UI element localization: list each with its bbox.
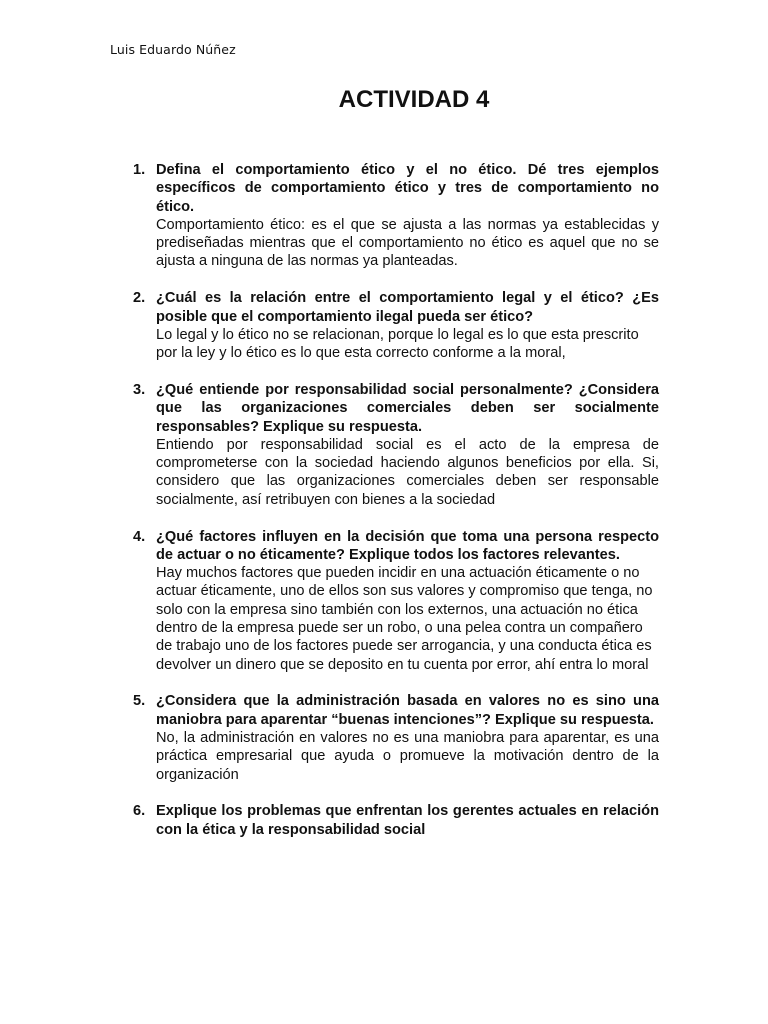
answer-text: Lo legal y lo ético no se relacionan, porque lo legal es lo que esta prescrito por la ley y lo ético es lo que esta correcto conforme a la moral, [156, 326, 639, 362]
spacer [133, 674, 659, 693]
question-item-3 [133, 381, 659, 509]
question-list [133, 161, 659, 839]
question-item-1 [133, 161, 659, 271]
answer-text: Entiendo por responsabilidad social es el acto de la empresa de comprometerse con la sociedad haciendo algunos beneficios por ella. Si, considero que las organizaciones comerciales deben ser responsable socialmente, así retribuyen con bienes a la sociedad [156, 436, 659, 508]
question-item-6 [133, 802, 659, 839]
question-text: ¿Qué entiende por responsabilidad social personalmente? ¿Considera que las organizaciones comerciales deben ser socialmente responsables? Explique su respuesta. [156, 381, 659, 435]
spacer [133, 362, 659, 381]
spacer [133, 509, 659, 528]
spacer [133, 271, 659, 290]
question-number: 4. [133, 528, 146, 545]
question-item-5 [133, 692, 659, 783]
question-text: ¿Qué factores influyen en la decisión que toma una persona respecto de actuar o no éticamente? Explique todos los factores relevantes. [156, 528, 659, 563]
question-number: 1. [133, 162, 146, 178]
question-text: Defina el comportamiento ético y el no ético. Dé tres ejemplos específicos de comportamiento ético y tres de comportamiento no ético. [156, 162, 659, 215]
question-item-2 [133, 289, 659, 362]
page-title: ACTIVIDAD 4 [338, 86, 490, 113]
spacer [133, 784, 659, 803]
answer-text: Comportamiento ético: es el que se ajusta a las normas ya establecidas y prediseñadas mientras que el comportamiento no ético es aquel que no se ajusta a ninguna de las normas ya planteadas. [156, 216, 659, 270]
question-number: 6. [133, 803, 146, 820]
question-item-4 [133, 528, 659, 674]
question-text: ¿Considera que la administración basada en valores no es sino una maniobra para aparentar “buenas intenciones”? Explique su respuesta. [156, 693, 659, 728]
answer-text: Hay muchos factores que pueden incidir en una actuación éticamente o no actuar éticamente, uno de ellos son sus valores y compromiso que tenga, no solo con la empresa sino también con los externos, una actuación no ética dentro de la empresa puede ser un robo, o una pelea contra un compañero de trabajo uno de los factores puede ser arrogancia, y una conducta ética es devolver un dinero que se deposito en tu cuenta por error, ahí entra lo moral [156, 565, 653, 673]
answer-text: No, la administración en valores no es una maniobra para aparentar, es una práctica empresarial que ayuda o promueve la motivación dentro de la organización [156, 730, 659, 783]
author-name: Luis Eduardo Núñez [110, 42, 236, 57]
question-number: 3. [133, 381, 146, 398]
question-number: 5. [133, 693, 146, 710]
question-number: 2. [133, 290, 146, 307]
question-text: ¿Cuál es la relación entre el comportamiento legal y el ético? ¿Es posible que el comportamiento ilegal pueda ser ético? [156, 290, 659, 325]
question-text: Explique los problemas que enfrentan los gerentes actuales en relación con la ética y la responsabilidad social [156, 803, 659, 838]
